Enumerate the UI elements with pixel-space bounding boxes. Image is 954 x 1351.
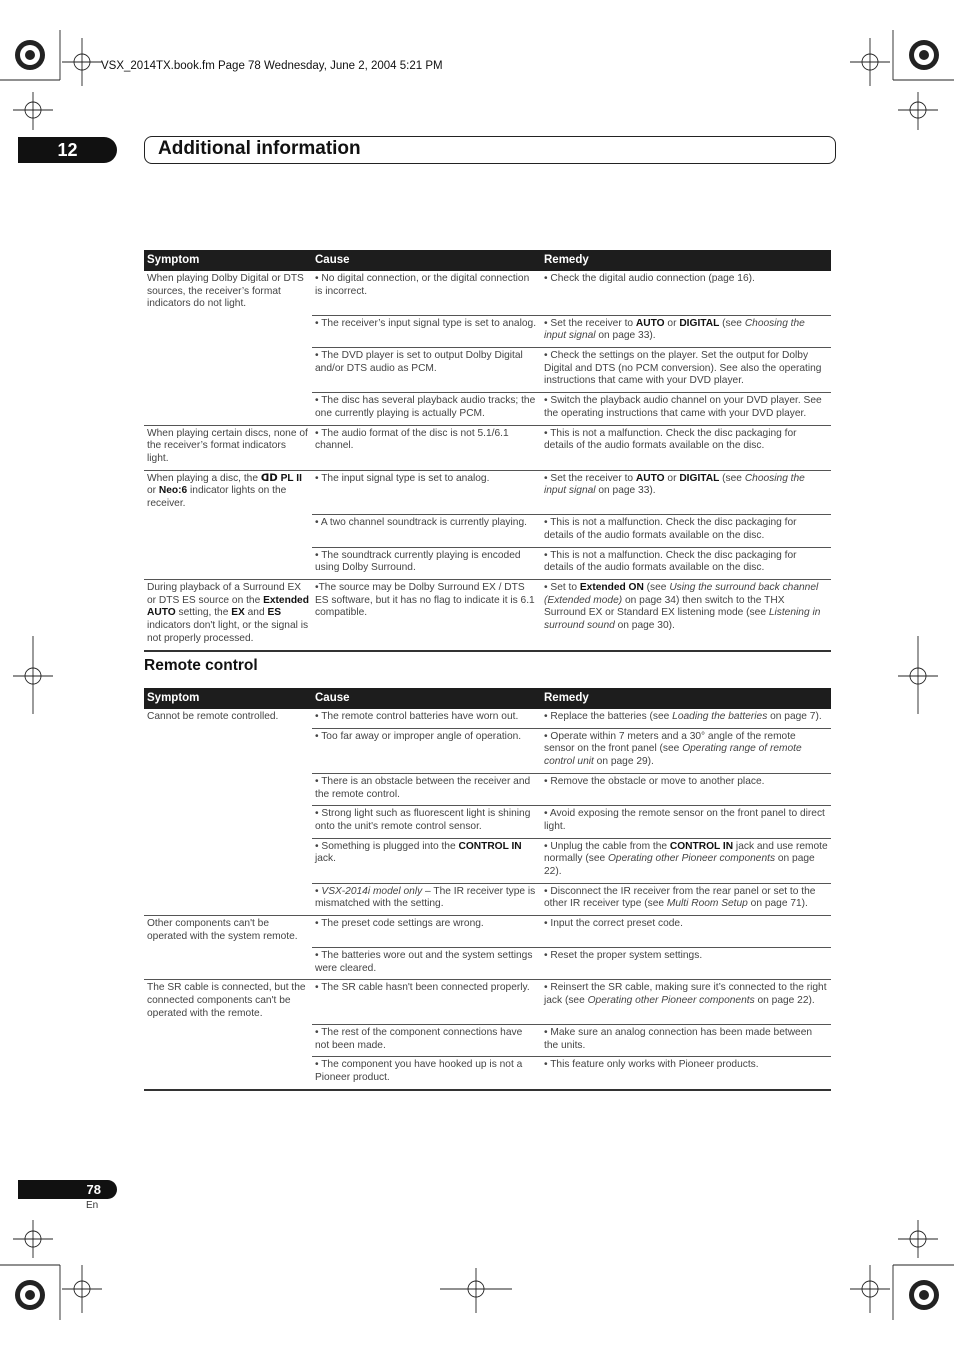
- cell-text-part: (see: [719, 472, 745, 484]
- page-number: 78: [86, 1182, 101, 1197]
- remedy-cell: [541, 709, 831, 728]
- cause-cell: [312, 883, 541, 915]
- cell-text-part: • Set to: [544, 582, 580, 594]
- cell-text-part: jack and use remote normally (see: [544, 840, 828, 865]
- remedy-cell: [541, 883, 831, 915]
- table-row: [144, 838, 831, 883]
- table-row: [144, 547, 831, 579]
- remedy-cell: • This is not a malfunction. Check the disc packaging for details of the audio formats available on the disc.: [541, 547, 831, 579]
- symptom-cell: [144, 580, 312, 651]
- crosshair-icon: [898, 92, 938, 130]
- cell-text-part: indicator lights on the receiver.: [147, 485, 287, 510]
- symptom-cell: [144, 806, 312, 838]
- cell-text-part: Using the surround back channel (Extended mode): [544, 582, 819, 606]
- cell-text-part: on page 33).: [595, 330, 656, 342]
- registration-sunburst-icon: [15, 1280, 45, 1310]
- table-row: [144, 348, 831, 393]
- cell-text-part: Operating other Pioneer components: [587, 995, 755, 1007]
- crosshair-icon: [13, 1220, 53, 1258]
- cell-text-part: Operating range of remote control unit: [544, 743, 802, 768]
- cell-text-part: jack.: [315, 853, 336, 865]
- symptom-cell: [144, 393, 312, 425]
- cause-cell: • Too far away or improper angle of operation.: [312, 728, 541, 773]
- remedy-cell: [541, 315, 831, 347]
- language-code: En: [86, 1200, 99, 1211]
- chapter-number: 12: [18, 137, 117, 163]
- cell-text-part: During playback of a Surround EX or DTS ES source on the: [147, 582, 302, 606]
- cell-text-part: Multi Room Setup: [666, 898, 748, 910]
- cell-text-part: •: [315, 885, 322, 897]
- remedy-cell: • Input the correct preset code.: [541, 916, 831, 948]
- cause-cell: • The preset code settings are wrong.: [312, 916, 541, 948]
- table-row: [144, 315, 831, 347]
- cell-text-part: EX: [231, 607, 245, 619]
- cell-text-part: Choosing the input signal: [544, 317, 805, 342]
- page-number-badge: [18, 1180, 117, 1199]
- troubleshooting-table-remote: [144, 688, 831, 1091]
- remedy-cell: • Avoid exposing the remote sensor on the front panel to direct light.: [541, 806, 831, 838]
- cell-text-part: indicators don't light, or the signal is not properly processed.: [147, 620, 309, 644]
- cause-cell: • No digital connection, or the digital connection is incorrect.: [315, 273, 530, 297]
- remedy-cell: [541, 470, 831, 515]
- cause-cell: • The audio format of the disc is not 5.1/6.1 channel.: [312, 425, 541, 470]
- table-row: [144, 425, 831, 470]
- cause-cell: • A two channel soundtrack is currently playing.: [312, 515, 541, 547]
- symptom-cell: [144, 547, 312, 579]
- cell-text-part: or: [664, 317, 680, 329]
- cell-text-part: (see: [719, 317, 745, 329]
- cause-cell: • Strong light such as fluorescent light is shining onto the unit's remote control sensor.: [312, 806, 541, 838]
- table-row: [144, 773, 831, 805]
- registration-sunburst-icon: [909, 40, 939, 70]
- symptom-cell: [144, 315, 312, 347]
- cell-text-part: AUTO: [635, 317, 665, 329]
- symptom-cell: [144, 773, 312, 805]
- cell-text-part: or: [147, 485, 159, 497]
- cell-text-part: Extended ON: [579, 582, 644, 594]
- cell-text-part: • Replace the batteries (see: [544, 711, 673, 722]
- cell-text-part: • Something is plugged into the: [315, 840, 459, 852]
- table-row: [144, 1057, 831, 1090]
- cell-text-part: on page 34) then switch to the THX Surround EX or Standard EX listening mode (see: [544, 594, 785, 619]
- symptom-cell: [144, 470, 312, 515]
- table-row: [144, 271, 831, 315]
- symptom-cell: Other components can't be operated with the system remote.: [144, 916, 312, 948]
- cell-text-part: or: [664, 472, 680, 484]
- table-row: [144, 1025, 831, 1057]
- chapter-title: Additional information: [158, 138, 361, 159]
- column-header-cause: Cause: [312, 688, 541, 709]
- cause-cell: • The component you have hooked up is not a Pioneer product.: [312, 1057, 541, 1090]
- column-header-symptom: Symptom: [144, 250, 312, 271]
- remedy-cell: • Make sure an analog connection has been made between the units.: [541, 1025, 831, 1057]
- cause-cell: • The SR cable hasn't been connected properly.: [312, 980, 541, 1025]
- symptom-cell: [144, 838, 312, 883]
- crop-marks: [0, 30, 954, 1320]
- troubleshooting-table-audio: [144, 250, 831, 652]
- remedy-cell: • This feature only works with Pioneer products.: [541, 1057, 831, 1090]
- crosshair-icon: [898, 636, 938, 714]
- cell-text-part: • Unplug the cable from the: [544, 840, 670, 852]
- table-row: [144, 728, 831, 773]
- cell-text-part: When playing a disc, the: [147, 472, 261, 484]
- cell-text-part: Choosing the input signal: [544, 472, 805, 497]
- column-header-symptom: Symptom: [144, 688, 312, 709]
- cause-cell: • The disc has several playback audio tracks; the one currently playing is actually PCM.: [312, 393, 541, 425]
- table-row: [144, 980, 831, 1025]
- remedy-cell: • Switch the playback audio channel on your DVD player. See the operating instructions that came with your DVD player.: [541, 393, 831, 425]
- crosshair-icon: [62, 38, 102, 86]
- cell-text-part: VSX-2014i model only: [321, 885, 423, 897]
- symptom-cell: When playing Dolby Digital or DTS sources, the receiver’s format indicators do not light.: [147, 273, 304, 310]
- registration-sunburst-icon: [15, 40, 45, 70]
- symptom-cell: [144, 948, 312, 980]
- column-header-cause: Cause: [312, 250, 541, 271]
- symptom-cell: Cannot be remote controlled.: [147, 711, 279, 722]
- cell-text-part: CONTROL IN: [669, 840, 734, 852]
- table-row: [144, 580, 831, 651]
- remedy-cell: • Check the settings on the player. Set the output for Dolby Digital and DTS (no PCM conversion). See also the operating instructions that came with your DVD player.: [541, 348, 831, 393]
- crosshair-icon: [850, 38, 890, 86]
- symptom-cell: When playing certain discs, none of the receiver’s format indicators light.: [144, 425, 312, 470]
- cell-text-part: (see: [643, 582, 670, 594]
- crosshair-icon: [13, 92, 53, 130]
- remedy-cell: • Reset the proper system settings.: [541, 948, 831, 980]
- symptom-cell: [144, 348, 312, 393]
- crosshair-icon: [62, 1265, 102, 1313]
- section-heading-remote-control: Remote control: [144, 657, 258, 674]
- table-body: [144, 709, 831, 1090]
- crosshair-icon: [898, 1220, 938, 1258]
- remedy-cell: [541, 838, 831, 883]
- cell-text-part: DIGITAL: [679, 472, 720, 484]
- table-row: [144, 470, 831, 515]
- cell-text-part: • Operate within 7 meters and a 30° angle of the remote sensor on the front panel (see: [544, 730, 796, 755]
- cell-text-part: • Set the receiver to: [544, 472, 636, 484]
- cause-cell: • The rest of the component connections have not been made.: [312, 1025, 541, 1057]
- cell-text-part: DIGITAL: [679, 317, 720, 329]
- cell-text-part: • Reinsert the SR cable, making sure it’s connected to the right jack (see: [544, 982, 827, 1007]
- remedy-cell: • This is not a malfunction. Check the disc packaging for details of the audio formats available on the disc.: [541, 515, 831, 547]
- cell-text-part: ES: [267, 607, 282, 619]
- cell-text-part: Neo:6: [158, 485, 188, 497]
- registration-sunburst-icon: [909, 1280, 939, 1310]
- cell-text-part: Operating other Pioneer components: [607, 853, 776, 865]
- cell-text-part: AUTO: [635, 472, 665, 484]
- print-header: VSX_2014TX.book.fm Page 78 Wednesday, June 2, 2004 5:21 PM: [101, 60, 443, 72]
- cause-cell: [312, 838, 541, 883]
- crosshair-icon: [13, 636, 53, 714]
- table-row: [144, 393, 831, 425]
- cell-text-part: CONTROL IN: [458, 840, 522, 852]
- table-row: [144, 515, 831, 547]
- symptom-cell: [144, 1025, 312, 1057]
- remedy-cell: • Remove the obstacle or move to another place.: [541, 773, 831, 805]
- crosshair-icon: [850, 1265, 890, 1313]
- cell-text-part: on page 22).: [544, 853, 815, 878]
- cell-text-part: and: [244, 607, 268, 619]
- table-row: [144, 948, 831, 980]
- crosshair-icon: [440, 1268, 512, 1313]
- symptom-cell: [144, 515, 312, 547]
- cause-cell: • The batteries wore out and the system settings were cleared.: [312, 948, 541, 980]
- symptom-cell: [144, 1057, 312, 1090]
- cell-text-part: on page 29).: [593, 756, 654, 768]
- cell-text-part: on page 71).: [747, 898, 808, 910]
- cell-text-part: ᗡᗞ PL II: [260, 472, 302, 484]
- symptom-cell: [144, 728, 312, 773]
- cell-text-part: on page 22).: [754, 995, 815, 1007]
- table-row: [144, 916, 831, 948]
- table-row: [144, 883, 831, 915]
- remedy-cell: • Check the digital audio connection (page 16).: [544, 273, 755, 284]
- cell-text-part: Loading the batteries: [672, 711, 768, 722]
- remedy-cell: • This is not a malfunction. Check the disc packaging for details of the audio formats available on the disc.: [541, 425, 831, 470]
- remedy-cell: [541, 980, 831, 1025]
- remedy-cell: [541, 580, 831, 651]
- cell-text-part: • Set the receiver to: [544, 317, 636, 329]
- cell-text-part: setting, the: [175, 607, 232, 619]
- cell-text-part: • Disconnect the IR receiver from the rear panel or set to the other IR receiver type (see: [544, 885, 816, 910]
- cause-cell: • The receiver’s input signal type is set to analog.: [312, 315, 541, 347]
- cell-text-part: on page 33).: [595, 485, 656, 497]
- symptom-cell: [144, 883, 312, 915]
- cause-cell: • The DVD player is set to output Dolby Digital and/or DTS audio as PCM.: [312, 348, 541, 393]
- cause-cell: • The soundtrack currently playing is encoded using Dolby Surround.: [312, 547, 541, 579]
- symptom-cell: The SR cable is connected, but the connected components can't be operated with the remote.: [144, 980, 312, 1025]
- remedy-cell: [541, 728, 831, 773]
- table-body: [144, 271, 831, 651]
- cell-text-part: on page 7).: [767, 711, 822, 722]
- cause-cell: • The input signal type is set to analog.: [312, 470, 541, 515]
- cause-cell: •The source may be Dolby Surround EX / DTS ES software, but it has no flag to indicate it is 6.1 compatible.: [312, 580, 541, 651]
- cause-cell: • The remote control batteries have worn out.: [315, 711, 519, 722]
- column-header-remedy: Remedy: [541, 688, 831, 709]
- table-row: [144, 709, 831, 728]
- table-row: [144, 806, 831, 838]
- cell-text-part: on page 30).: [614, 620, 675, 632]
- column-header-remedy: Remedy: [541, 250, 831, 271]
- cell-text-part: – The IR receiver type is mismatched with the setting.: [315, 885, 536, 910]
- cause-cell: • There is an obstacle between the receiver and the remote control.: [312, 773, 541, 805]
- cell-text-part: Extended AUTO: [147, 594, 309, 619]
- cell-text-part: Listening in surround sound: [544, 607, 821, 632]
